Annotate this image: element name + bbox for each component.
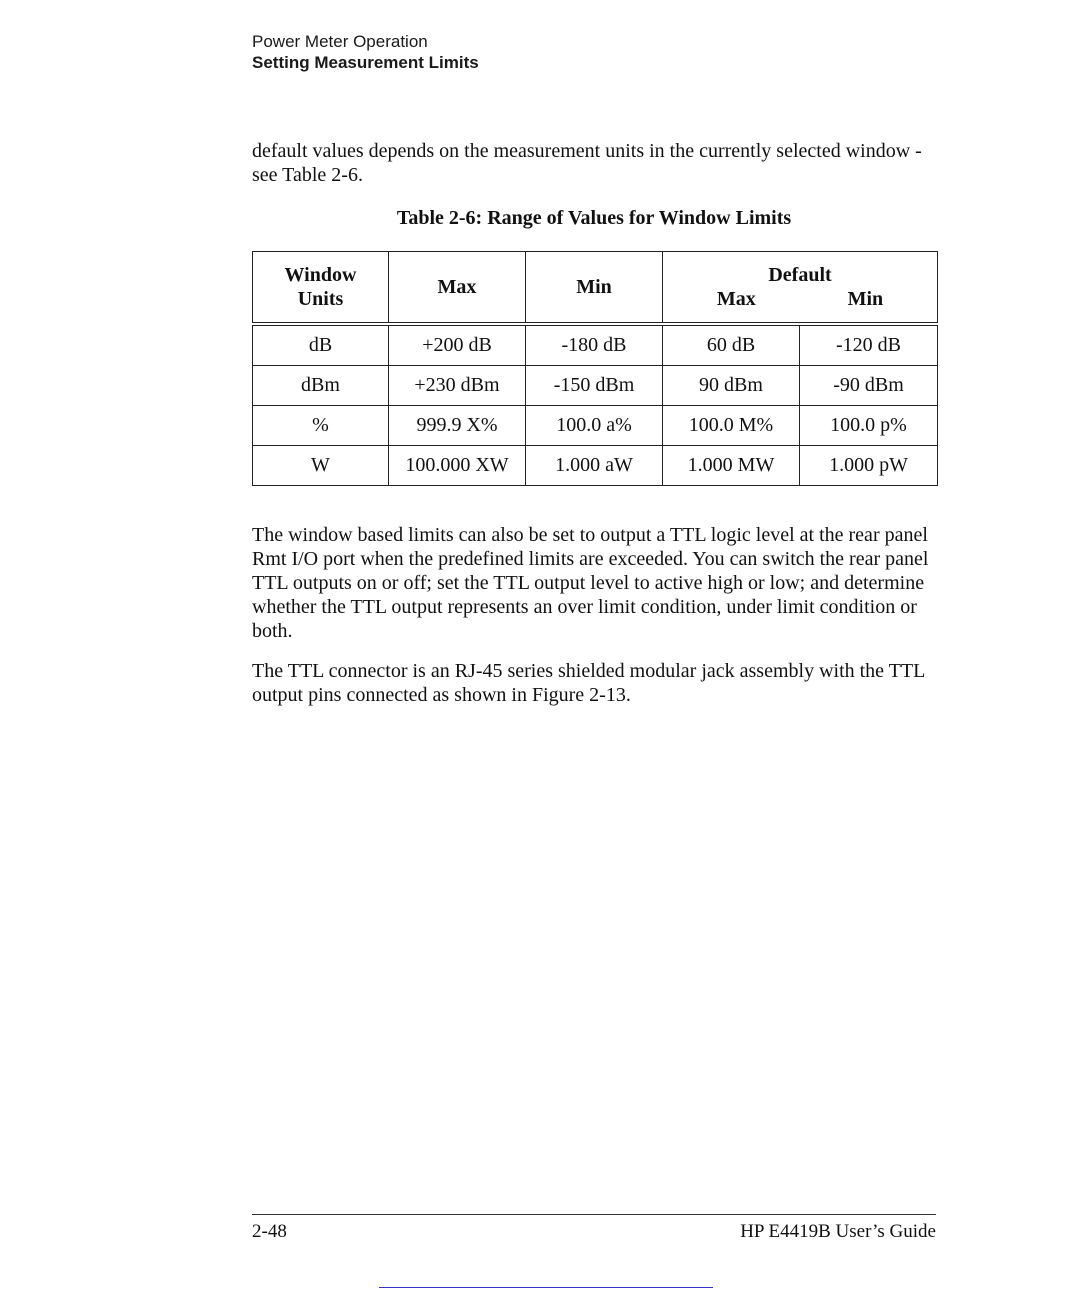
cell-default-min: 100.0 p% [800, 406, 938, 446]
window-limits-table [252, 251, 938, 486]
ttl-output-paragraph: The window based limits can also be set to output a TTL logic level at the rear panel Rmt I/O port when the predefined limits are exceeded. You can switch the rear panel TTL outputs on or off; set the TTL output level to active high or low; and determine whether the TTL output represents an over limit condition, under limit condition or both. [252, 524, 929, 642]
table-caption: Table 2-6: Range of Values for Window Limits [396, 207, 792, 229]
cell-default-min: -120 dB [800, 324, 938, 366]
table-header-row [253, 252, 938, 325]
running-header-section: Power Meter Operation [252, 32, 428, 51]
cell-default-max: 100.0 M% [663, 406, 800, 446]
bottom-link-underline[interactable] [379, 1287, 713, 1288]
cell-max: +230 dBm [389, 366, 526, 406]
cell-max: 999.9 X% [389, 406, 526, 446]
header-default [663, 252, 938, 325]
cell-default-max: 1.000 MW [663, 446, 800, 486]
ttl-connector-paragraph: The TTL connector is an RJ-45 series shielded modular jack assembly with the TTL output pins connected as shown in Figure 2-13. [252, 660, 925, 706]
cell-default-min: -90 dBm [800, 366, 938, 406]
footer-guide-title: HP E4419B User’s Guide [740, 1221, 936, 1242]
header-max: Max [389, 252, 526, 325]
cell-units: % [253, 406, 389, 446]
cell-units: W [253, 446, 389, 486]
intro-paragraph: default values depends on the measurement units in the currently selected window - see Table 2-6. [252, 140, 922, 186]
header-window-units-label: Window Units [284, 264, 357, 310]
table-row [253, 446, 938, 486]
header-default-sub [663, 287, 937, 311]
header-default-min: Min [847, 288, 884, 310]
running-header-subsection: Setting Measurement Limits [252, 53, 479, 72]
cell-max: 100.000 XW [389, 446, 526, 486]
cell-min: 100.0 a% [526, 406, 663, 446]
cell-units: dBm [253, 366, 389, 406]
header-default-max: Max [716, 288, 756, 310]
cell-min: -180 dB [526, 324, 663, 366]
table-row [253, 324, 938, 366]
cell-units: dB [253, 324, 389, 366]
table-row [253, 406, 938, 446]
cell-max: +200 dB [389, 324, 526, 366]
header-window-units [253, 252, 389, 325]
cell-min: -150 dBm [526, 366, 663, 406]
cell-min: 1.000 aW [526, 446, 663, 486]
header-min: Min [526, 252, 663, 325]
table-row [253, 366, 938, 406]
cell-default-max: 90 dBm [663, 366, 800, 406]
footer-page-number: 2-48 [252, 1221, 287, 1242]
cell-default-max: 60 dB [663, 324, 800, 366]
header-default-label: Default [768, 264, 832, 286]
footer-divider [252, 1214, 936, 1215]
cell-default-min: 1.000 pW [800, 446, 938, 486]
